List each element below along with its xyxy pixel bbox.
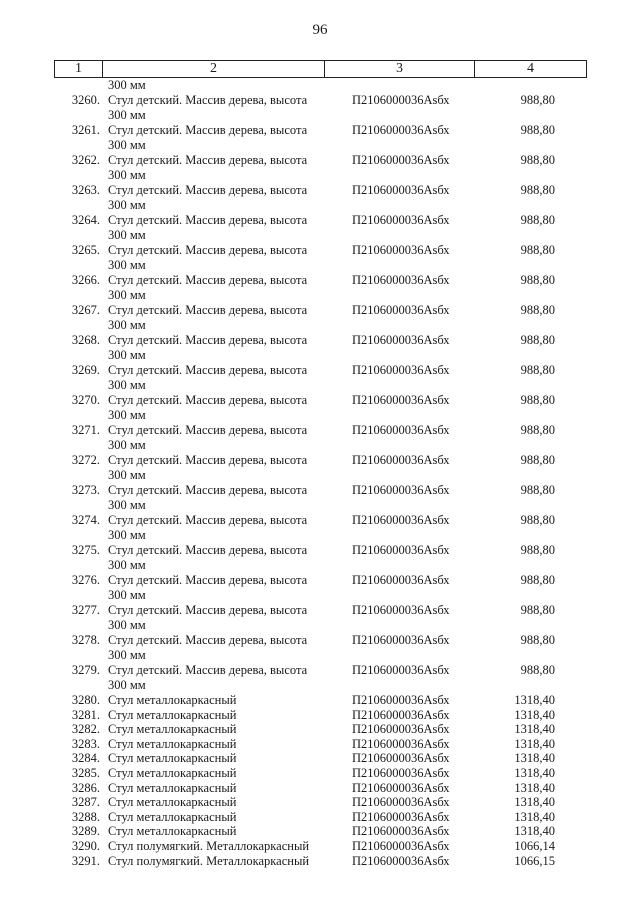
row-number: 3264.: [71, 213, 100, 227]
table-row: [0, 243, 640, 273]
item-code: П2106000036Аsбх: [352, 809, 450, 824]
table-row: [0, 393, 640, 423]
item-price: 1066,15: [514, 853, 555, 868]
row-number: 3265.: [71, 243, 100, 257]
item-price: 988,80: [520, 453, 555, 467]
item-name: [108, 854, 338, 869]
item-name: [108, 693, 338, 708]
item-name-line: Стул металлокаркасный: [108, 751, 237, 766]
item-name-line: Стул детский. Массив дерева, высота: [108, 273, 308, 287]
item-code: П2106000036Аsбх: [352, 123, 450, 137]
item-code: П2106000036Аsбх: [352, 795, 450, 810]
table-row: [0, 854, 640, 869]
row-number: 3275.: [71, 543, 100, 557]
item-name-continuation: 300 мм: [108, 408, 146, 422]
item-name-continuation: 300 мм: [108, 378, 146, 392]
item-name-line: Стул металлокаркасный: [108, 809, 237, 824]
item-code: П2106000036Аsбх: [352, 483, 450, 497]
item-code: П2106000036Аsбх: [352, 573, 450, 587]
table-row: [0, 693, 640, 708]
item-code: П2106000036Аsбх: [352, 853, 450, 868]
item-price: 988,80: [520, 543, 555, 557]
item-code: П2106000036Аsбх: [352, 543, 450, 557]
item-price: 988,80: [520, 573, 555, 587]
item-name-line: Стул детский. Массив дерева, высота: [108, 633, 308, 647]
item-code: П2106000036Аsбх: [352, 780, 450, 795]
table-row: [0, 213, 640, 243]
item-name: [108, 273, 338, 303]
item-name-continuation: 300 мм: [108, 678, 146, 692]
item-name-line: Стул детский. Массив дерева, высота: [108, 303, 308, 317]
item-code: П2106000036Аsбх: [352, 513, 450, 527]
table-row: [0, 839, 640, 854]
item-name: [108, 543, 338, 573]
table-row: [0, 303, 640, 333]
table-row: [0, 603, 640, 633]
table-row: [0, 423, 640, 453]
item-name-continuation: 300 мм: [108, 258, 146, 272]
item-name-line: Стул металлокаркасный: [108, 824, 237, 839]
item-name: [108, 633, 338, 663]
item-name-line: Стул детский. Массив дерева, высота: [108, 603, 308, 617]
item-code: П2106000036Аsбх: [352, 839, 450, 853]
item-price: 988,80: [520, 393, 555, 407]
item-name: [108, 737, 338, 752]
row-number: 3270.: [71, 393, 100, 407]
item-name-continuation: 300 мм: [108, 498, 146, 512]
continuation-text: 300 мм: [108, 78, 146, 92]
row-number: 3286.: [71, 780, 100, 795]
item-code: П2106000036Аsбх: [352, 693, 450, 707]
item-code: П2106000036Аsбх: [352, 273, 450, 287]
item-price: 988,80: [520, 243, 555, 257]
item-price: 988,80: [520, 513, 555, 527]
item-name: [108, 483, 338, 513]
table-row: [0, 453, 640, 483]
item-name: [108, 393, 338, 423]
item-name: [108, 93, 338, 123]
item-code: П2106000036Аsбх: [352, 183, 450, 197]
item-name-continuation: 300 мм: [108, 318, 146, 332]
table-row: [0, 781, 640, 796]
item-name-continuation: 300 мм: [108, 168, 146, 182]
item-name: [108, 123, 338, 153]
row-number: 3260.: [71, 93, 100, 107]
item-name-line: Стул детский. Массив дерева, высота: [108, 183, 308, 197]
column-header-1: 1: [55, 61, 103, 78]
item-price: 1318,40: [514, 736, 555, 751]
item-name-line: Стул детский. Массив дерева, высота: [108, 513, 308, 527]
item-code: П2106000036Аsбх: [352, 93, 450, 107]
item-code: П2106000036Аsбх: [352, 303, 450, 317]
item-code: П2106000036Аsбх: [352, 363, 450, 377]
item-code: П2106000036Аsбх: [352, 213, 450, 227]
row-number: 3279.: [71, 663, 100, 677]
item-price: 988,80: [520, 303, 555, 317]
item-name-line: Стул детский. Массив дерева, высота: [108, 663, 308, 677]
item-code: П2106000036Аsбх: [352, 707, 450, 722]
row-number: 3274.: [71, 513, 100, 527]
item-name-continuation: 300 мм: [108, 618, 146, 632]
item-code: П2106000036Аsбх: [352, 453, 450, 467]
item-code: П2106000036Аsбх: [352, 603, 450, 617]
item-name: [108, 573, 338, 603]
table-row: [0, 543, 640, 573]
item-price: 988,80: [520, 423, 555, 437]
item-name: [108, 153, 338, 183]
table-row: [0, 722, 640, 737]
table-row: [0, 633, 640, 663]
item-name-continuation: 300 мм: [108, 588, 146, 602]
item-price: 988,80: [520, 603, 555, 617]
table-row: [0, 363, 640, 393]
item-name-continuation: 300 мм: [108, 438, 146, 452]
item-price: 1318,40: [514, 722, 555, 737]
item-name-continuation: 300 мм: [108, 108, 146, 122]
table-row: [0, 810, 640, 825]
item-name-line: Стул детский. Массив дерева, высота: [108, 393, 308, 407]
item-name: [108, 708, 338, 723]
row-number: 3289.: [71, 824, 100, 839]
row-number: 3276.: [71, 573, 100, 587]
item-price: 1318,40: [514, 795, 555, 810]
item-name: [108, 839, 338, 854]
item-code: П2106000036Аsбх: [352, 333, 450, 347]
item-name: [108, 781, 338, 796]
item-price: 1318,40: [514, 751, 555, 766]
item-name-line: Стул полумягкий. Металлокаркасный: [108, 853, 310, 868]
item-name-continuation: 300 мм: [108, 348, 146, 362]
item-name: [108, 795, 338, 810]
item-name: [108, 810, 338, 825]
row-number: 3285.: [71, 766, 100, 780]
row-number: 3271.: [71, 423, 100, 437]
item-code: П2106000036Аsбх: [352, 824, 450, 839]
item-price: 1318,40: [514, 707, 555, 722]
row-number: 3269.: [71, 363, 100, 377]
table-row: [0, 273, 640, 303]
table-row: [0, 123, 640, 153]
table-row: [0, 751, 640, 766]
row-number: 3290.: [71, 839, 100, 853]
table-row: [0, 795, 640, 810]
item-code: П2106000036Аsбх: [352, 766, 450, 780]
item-name-continuation: 300 мм: [108, 648, 146, 662]
row-number: 3282.: [71, 722, 100, 737]
item-name: [108, 303, 338, 333]
item-code: П2106000036Аsбх: [352, 736, 450, 751]
row-number: 3262.: [71, 153, 100, 167]
item-name-line: Стул детский. Массив дерева, высота: [108, 483, 308, 497]
item-price: 988,80: [520, 483, 555, 497]
item-name-continuation: 300 мм: [108, 558, 146, 572]
item-name-line: Стул металлокаркасный: [108, 736, 237, 751]
item-name: [108, 663, 338, 693]
item-code: П2106000036Аsбх: [352, 663, 450, 677]
item-name-continuation: 300 мм: [108, 198, 146, 212]
item-code: П2106000036Аsбх: [352, 243, 450, 257]
item-price: 1318,40: [514, 766, 555, 780]
item-name-line: Стул детский. Массив дерева, высота: [108, 243, 308, 257]
row-number: 3278.: [71, 633, 100, 647]
table-row: [0, 766, 640, 781]
column-header-3: 3: [325, 61, 475, 78]
item-name-line: Стул детский. Массив дерева, высота: [108, 153, 308, 167]
item-name: [108, 183, 338, 213]
item-name-continuation: 300 мм: [108, 138, 146, 152]
row-number: 3273.: [71, 483, 100, 497]
item-price: 1318,40: [514, 693, 555, 707]
item-price: 988,80: [520, 333, 555, 347]
item-price: 988,80: [520, 183, 555, 197]
table-row: [0, 573, 640, 603]
item-price: 988,80: [520, 633, 555, 647]
table-row: [0, 663, 640, 693]
item-price: 1318,40: [514, 824, 555, 839]
item-name-line: Стул металлокаркасный: [108, 780, 237, 795]
item-price: 988,80: [520, 93, 555, 107]
row-number: 3272.: [71, 453, 100, 467]
item-name: [108, 453, 338, 483]
item-code: П2106000036Аsбх: [352, 751, 450, 766]
table-row: [0, 708, 640, 723]
item-name-continuation: 300 мм: [108, 528, 146, 542]
item-code: П2106000036Аsбх: [352, 423, 450, 437]
item-name-line: Стул детский. Массив дерева, высота: [108, 543, 308, 557]
item-name-continuation: 300 мм: [108, 468, 146, 482]
item-price: 988,80: [520, 273, 555, 287]
item-name: [108, 213, 338, 243]
row-number: 3277.: [71, 603, 100, 617]
item-name-line: Стул металлокаркасный: [108, 693, 237, 707]
item-code: П2106000036Аsбх: [352, 393, 450, 407]
page-number: 96: [312, 22, 328, 38]
item-code: П2106000036Аsбх: [352, 633, 450, 647]
item-price: 1066,14: [514, 839, 555, 853]
table-row: [0, 153, 640, 183]
item-name-continuation: 300 мм: [108, 288, 146, 302]
table-row: [0, 513, 640, 543]
item-price: 1318,40: [514, 780, 555, 795]
item-price: 988,80: [520, 213, 555, 227]
table-row: [0, 824, 640, 839]
column-header-row: [55, 61, 587, 78]
item-name: [108, 766, 338, 781]
row-number: 3287.: [71, 795, 100, 810]
item-price: 988,80: [520, 363, 555, 377]
item-price: 1318,40: [514, 809, 555, 824]
item-name-line: Стул детский. Массив дерева, высота: [108, 453, 308, 467]
item-name: [108, 751, 338, 766]
table-row: [0, 183, 640, 213]
item-name: [108, 824, 338, 839]
item-name: [108, 722, 338, 737]
item-name-line: Стул полумягкий. Металлокаркасный: [108, 839, 310, 853]
item-name: [108, 603, 338, 633]
item-price: 988,80: [520, 153, 555, 167]
item-name: [108, 363, 338, 393]
column-header-table: [54, 60, 587, 78]
item-name-line: Стул детский. Массив дерева, высота: [108, 213, 308, 227]
row-number: 3281.: [71, 707, 100, 722]
table-row: [0, 333, 640, 363]
row-number: 3263.: [71, 183, 100, 197]
item-code: П2106000036Аsбх: [352, 153, 450, 167]
item-name: [108, 423, 338, 453]
row-number: 3280.: [71, 693, 100, 707]
item-name-line: Стул детский. Массив дерева, высота: [108, 363, 308, 377]
row-number: 3284.: [71, 751, 100, 766]
column-header-2: 2: [103, 61, 325, 78]
row-number: 3266.: [71, 273, 100, 287]
column-header-4: 4: [475, 61, 587, 78]
row-number: 3283.: [71, 736, 100, 751]
row-number: 3268.: [71, 333, 100, 347]
table-row: [0, 483, 640, 513]
item-name-line: Стул детский. Массив дерева, высота: [108, 123, 308, 137]
item-name-line: Стул детский. Массив дерева, высота: [108, 423, 308, 437]
item-name-line: Стул металлокаркасный: [108, 795, 237, 810]
table-row: [0, 93, 640, 123]
row-number: 3267.: [71, 303, 100, 317]
item-name: [108, 513, 338, 543]
item-name-line: Стул металлокаркасный: [108, 722, 237, 737]
row-number: 3288.: [71, 809, 100, 824]
item-name-line: Стул детский. Массив дерева, высота: [108, 573, 308, 587]
item-name: [108, 243, 338, 273]
row-number: 3261.: [71, 123, 100, 137]
item-name-continuation: 300 мм: [108, 228, 146, 242]
item-name-line: Стул детский. Массив дерева, высота: [108, 333, 308, 347]
item-price: 988,80: [520, 123, 555, 137]
item-name: [108, 333, 338, 363]
row-number: 3291.: [71, 853, 100, 868]
item-code: П2106000036Аsбх: [352, 722, 450, 737]
table-row: [0, 737, 640, 752]
item-name-line: Стул детский. Массив дерева, высота: [108, 93, 308, 107]
item-name-line: Стул металлокаркасный: [108, 707, 237, 722]
item-price: 988,80: [520, 663, 555, 677]
item-name-line: Стул металлокаркасный: [108, 766, 237, 780]
